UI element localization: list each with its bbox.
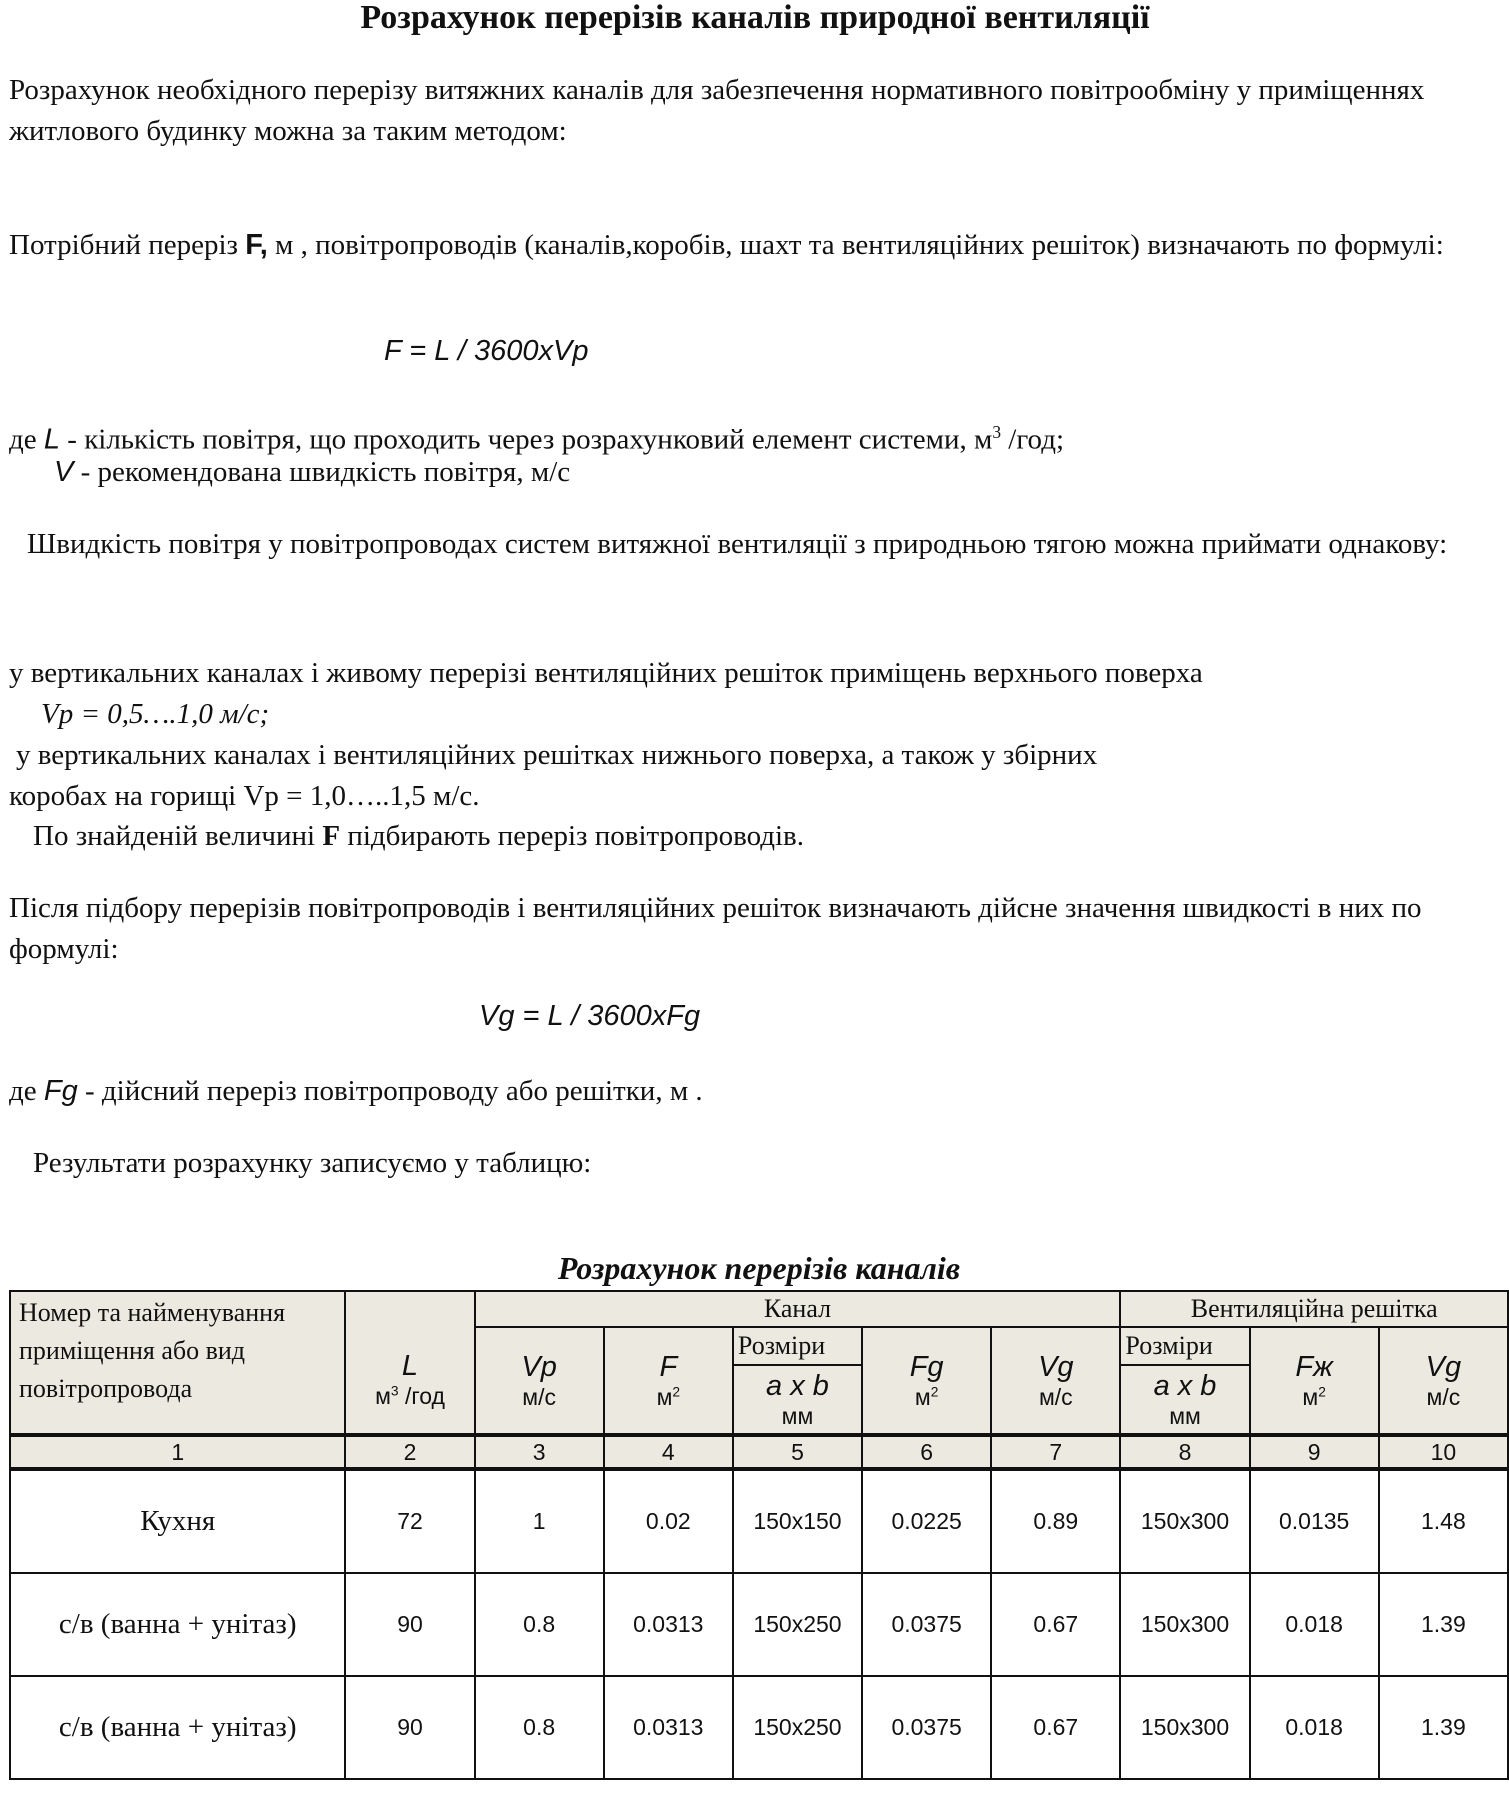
- header-vg: Vg м/с: [991, 1327, 1120, 1435]
- definition-fg: [9, 1071, 1489, 1112]
- select-symbol: F: [322, 820, 341, 852]
- def-l-prefix: де: [9, 423, 44, 456]
- cell-fg: 0.0375: [862, 1573, 991, 1676]
- header-vg2: Vg м/с: [1379, 1327, 1508, 1435]
- cell-room: с/в (ванна + унітаз): [10, 1676, 345, 1779]
- column-number-row: [10, 1435, 1508, 1469]
- header-fg: Fg $м^2$: [862, 1327, 991, 1435]
- cell-vg: 0.67: [991, 1573, 1120, 1676]
- header-sizes-grille: Розміри: [1120, 1327, 1249, 1365]
- header-fzh: Fж $м^2$: [1250, 1327, 1379, 1435]
- def-fg-symbol: Fg: [43, 1075, 78, 1107]
- lower-floor-text-2: коробах на горищі Vp = 1,0…..1,5 м/с.: [9, 780, 480, 812]
- header-ab2: a x b мм: [1120, 1365, 1249, 1435]
- cell-room: Кухня: [10, 1469, 345, 1573]
- col-number: 1: [10, 1435, 345, 1469]
- cell-f: 0.0313: [604, 1676, 733, 1779]
- def-l-tail: /год;: [1001, 423, 1065, 456]
- cell-vg: 0.89: [991, 1469, 1120, 1573]
- page-title: Розрахунок перерізів каналів природної вентиляції: [360, 0, 1150, 36]
- cell-vg2: 1.48: [1379, 1469, 1508, 1573]
- def-l-sup: 3: [992, 422, 1002, 442]
- header-ab: a x b мм: [733, 1365, 862, 1435]
- header-sizes-channel: Розміри: [733, 1327, 862, 1365]
- col-number: 4: [604, 1435, 733, 1469]
- header-room: Номер та найменування приміщення або вид повітропровода: [10, 1291, 345, 1435]
- cell-vg2: 1.39: [1379, 1676, 1508, 1779]
- cell-vg: 0.67: [991, 1676, 1120, 1779]
- upper-floor-text: у вертикальних каналах і живому перерізі вентиляційних решіток приміщень верхнього поверха: [9, 657, 1203, 689]
- cell-f: 0.02: [604, 1469, 733, 1573]
- select-paragraph: [33, 816, 1509, 857]
- header-l-unit: $м^3$ /год: [375, 1382, 445, 1409]
- cell-l: 90: [345, 1573, 474, 1676]
- table-row: [10, 1573, 1508, 1676]
- intro-paragraph: Розрахунок необхідного перерізу витяжних каналів для забезпечення нормативного повітрообміну у приміщеннях житлового будинку можна за таким методом:: [9, 74, 1425, 147]
- cell-l: 90: [345, 1676, 474, 1779]
- cell-ab: 150x150: [733, 1469, 862, 1573]
- col-number: 3: [475, 1435, 604, 1469]
- p1-symbol: F,: [245, 229, 268, 261]
- col-number: 10: [1379, 1435, 1508, 1469]
- col-number: 7: [991, 1435, 1120, 1469]
- header-f: F $м^2$: [604, 1327, 733, 1435]
- results-line: Результати розрахунку записуємо у таблицю:: [33, 1147, 592, 1179]
- cell-ab2: 150x300: [1120, 1469, 1249, 1573]
- select-after: підбирають переріз повітропроводів.: [340, 820, 804, 852]
- header-l-symbol: L: [401, 1349, 419, 1382]
- def-l-text: - кількість повітря, що проходить через розрахунковий елемент системи, м: [60, 423, 993, 456]
- header-vp: Vp м/с: [475, 1327, 604, 1435]
- lower-floor-text-1: у вертикальних каналах і вентиляційних решітках нижнього поверха, а також у збірних: [16, 739, 1098, 771]
- cell-vp: 1: [475, 1469, 604, 1573]
- definition-v: [54, 452, 1509, 493]
- cell-vp: 0.8: [475, 1573, 604, 1676]
- cell-vp: 0.8: [475, 1676, 604, 1779]
- formula-f: F = L / 3600xVp: [384, 335, 589, 367]
- cell-fg: 0.0375: [862, 1676, 991, 1779]
- cell-fzh: 0.0135: [1250, 1469, 1379, 1573]
- col-number: 2: [345, 1435, 474, 1469]
- formula-vg: Vg = L / 3600xFg: [479, 1000, 701, 1032]
- cell-vg2: 1.39: [1379, 1573, 1508, 1676]
- def-v-symbol: V: [54, 456, 74, 488]
- col-number: 6: [862, 1435, 991, 1469]
- table-row: [10, 1469, 1508, 1573]
- cell-fg: 0.0225: [862, 1469, 991, 1573]
- cell-ab: 150x250: [733, 1573, 862, 1676]
- cell-f: 0.0313: [604, 1573, 733, 1676]
- speed-paragraph: Швидкість повітря у повітропроводах систем витяжної вентиляції з природньою тягою можна приймати однакову:: [27, 528, 1448, 560]
- header-grille-group: Вентиляційна решітка: [1120, 1291, 1508, 1327]
- cell-ab2: 150x300: [1120, 1573, 1249, 1676]
- def-fg-prefix: де: [9, 1075, 44, 1107]
- select-before: По знайденій величині: [33, 820, 323, 852]
- table-title: Розрахунок перерізів каналів: [557, 1250, 961, 1286]
- def-l-symbol: L: [43, 423, 61, 456]
- calculation-table: [9, 1290, 1509, 1780]
- cell-fzh: 0.018: [1250, 1676, 1379, 1779]
- p1-after: м , повітропроводів (каналів,коробів, шахт та вентиляційних решіток) визначають по формулі:: [267, 229, 1444, 261]
- header-channel-group: Канал: [475, 1291, 1121, 1327]
- def-fg-text: - дійсний переріз повітропроводу або решітки, м .: [77, 1075, 703, 1107]
- def-v-text: - рекомендована швидкість повітря, м/с: [73, 456, 571, 488]
- cell-room: с/в (ванна + унітаз): [10, 1573, 345, 1676]
- p1-before: Потрібний переріз: [9, 229, 246, 261]
- after-select-paragraph: Після підбору перерізів повітропроводів і вентиляційних решіток визначають дійсне значення швидкості в них по формулі:: [9, 892, 1422, 965]
- cell-ab: 150x250: [733, 1676, 862, 1779]
- col-number: 9: [1250, 1435, 1379, 1469]
- col-number: 5: [733, 1435, 862, 1469]
- cell-l: 72: [345, 1469, 474, 1573]
- table-row: [10, 1676, 1508, 1779]
- upper-floor-value: Vp = 0,5….1,0 м/с;: [41, 698, 270, 730]
- header-l: [345, 1291, 474, 1435]
- cell-ab2: 150x300: [1120, 1676, 1249, 1779]
- col-number: 8: [1120, 1435, 1249, 1469]
- required-section-paragraph: [9, 225, 1489, 266]
- cell-fzh: 0.018: [1250, 1573, 1379, 1676]
